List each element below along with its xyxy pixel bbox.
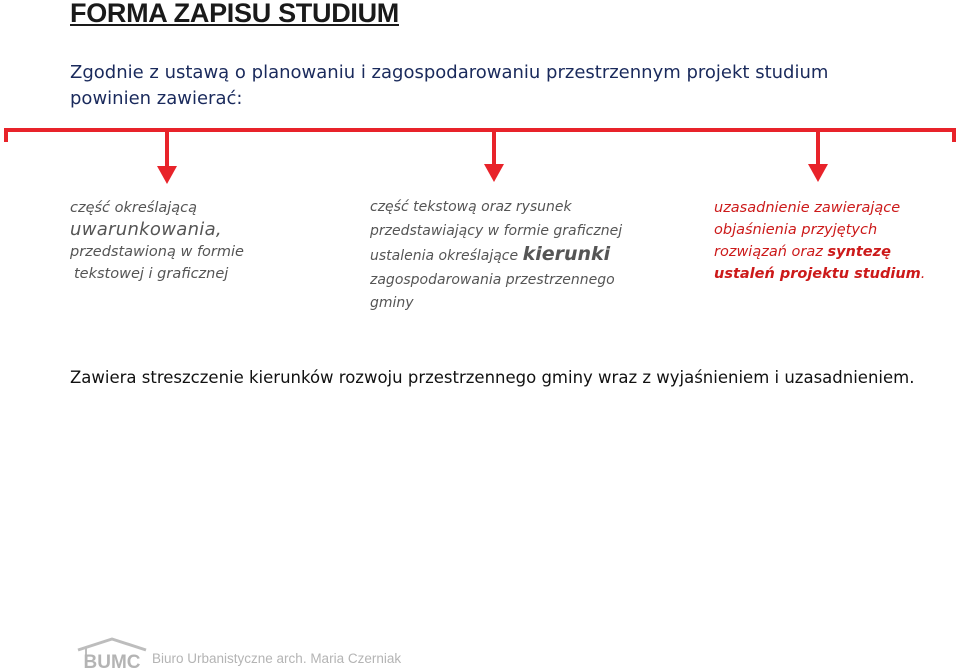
- col2-text: ustalenia określające: [370, 248, 523, 264]
- col3-text: .: [920, 266, 926, 282]
- col3-keyword: ustaleń projektu studium: [714, 266, 921, 282]
- footer-credit: Biuro Urbanistyczne arch. Maria Czerniak: [152, 651, 402, 666]
- col1-line: część określającą: [70, 200, 198, 216]
- arrow-center: [484, 130, 504, 182]
- col1-line: przedstawioną w formie: [70, 244, 244, 260]
- col1-keyword: uwarunkowania,: [70, 219, 222, 240]
- col2-line: zagospodarowania przestrzennego: [370, 271, 615, 288]
- bumc-logo: [76, 636, 148, 670]
- col3-line: objaśnienia przyjętych: [714, 222, 878, 238]
- col2-line: gminy: [370, 295, 414, 311]
- col3-line: [714, 263, 954, 285]
- column-directions-part: [370, 196, 680, 316]
- col2-line: część tekstową oraz rysunek: [370, 199, 572, 215]
- col2-keyword: kierunki: [522, 243, 611, 265]
- summary-text: Zawiera streszczenie kierunków rozwoju przestrzennego gminy wraz z wyjaśnieniem i uzasadnieniem.: [70, 368, 915, 387]
- col3-line: [714, 241, 954, 263]
- column-determining-part: [70, 197, 300, 285]
- page-title: FORMA ZAPISU STUDIUM: [70, 0, 399, 28]
- column-justification-part: [714, 197, 954, 285]
- logo-text: BUMC: [83, 652, 141, 670]
- arrow-right: [808, 130, 828, 182]
- connector-diagram: [0, 0, 960, 200]
- intro-text: Zgodnie z ustawą o planowaniu i zagospodarowaniu przestrzennym projekt studium powinien zawierać:: [70, 62, 829, 109]
- col3-keyword: syntezę: [827, 244, 891, 260]
- col3-line: uzasadnienie zawierające: [714, 200, 901, 216]
- arrow-left: [157, 130, 177, 184]
- col3-text: rozwiązań oraz: [714, 244, 828, 260]
- col1-line: tekstowej i graficznej: [74, 266, 229, 282]
- col2-line: przedstawiający w formie graficznej: [370, 222, 623, 239]
- col2-line: [370, 243, 680, 269]
- bracket-line: [4, 128, 956, 142]
